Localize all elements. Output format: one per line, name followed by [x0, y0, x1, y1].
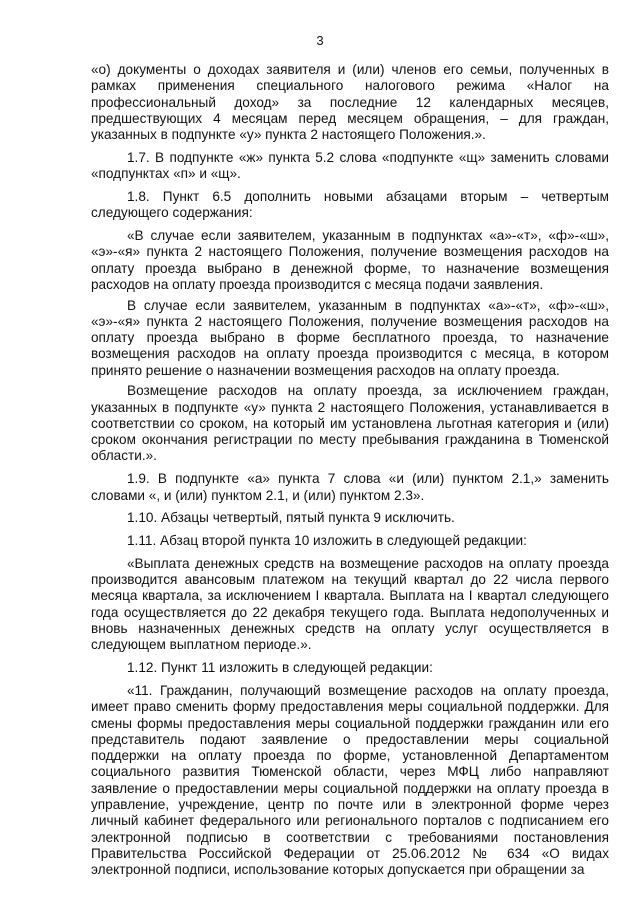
- paragraph-1-11: 1.11. Абзац второй пункта 10 изложить в следующей редакции:: [127, 533, 527, 549]
- paragraph-point-11: «11. Гражданин, получающий возмещение расходов на оплату проезда, имеет право сменить форму предоставления меры социальной поддержки. Для смены формы предоставления меры социальной поддержки гражданин или его представитель подают заявление о предоставлении меры социальной поддержки на оплату проезда по форме, установленной Департаментом социального развития Тюменской области, через МФЦ либо направляют заявление о предоставлении меры социальной поддержки на оплату проезда в управление, учреждение, центр по почте или в электронной форме через личный кабинет федерального или регионального порталов с подписанием его электронной подписью в соответствии с требованиями постановления Правительства Российской Федерации от 25.06.2012 № 634 «О видах электронной подписи, использование которых допускается при обращении за: [91, 682, 609, 878]
- paragraph-free-travel-form: В случае если заявителем, указанным в подпунктах «а»-«т», «ф»-«ш», «э»-«я» пункта 2 настоящего Положения, получение возмещения расходов на оплату проезда выбрано в форме бесплатного проезда, то назначение возмещения расходов на оплату проезда производится с месяца, в котором принято решение о назначении возмещения расходов на оплату проезда.: [91, 297, 609, 378]
- paragraph-1-8: 1.8. Пункт 6.5 дополнить новыми абзацами вторым – четвертым следующего содержания:: [91, 189, 609, 221]
- paragraph-cash-form: «В случае если заявителем, указанным в подпунктах «а»-«т», «ф»-«ш», «э»-«я» пункта 2 настоящего Положения, получение возмещения расходов на оплату проезда выбрано в денежной форме, то назначение возмещения расходов на оплату проезда производится с месяца подачи заявления.: [91, 228, 609, 293]
- paragraph-income-documents: «о) документы о доходах заявителя и (или) членов его семьи, полученных в рамках применения специального налогового режима «Налог на профессиональный доход» за последние 12 календарных месяцев, предшествующих 4 месяцам перед месяцем обращения, – для граждан, указанных в подпункте «у» пункта 2 настоящего Положения.».: [91, 62, 609, 143]
- document-body: [91, 62, 609, 883]
- paragraph-payment-schedule: «Выплата денежных средств на возмещение расходов на оплату проезда производится авансовым платежом на текущий квартал до 22 числа первого месяца квартала, за исключением I квартала. Выплата на I квартал следующего года осуществляется до 22 декабря текущего года. Выплата недополученных и вновь назначенных денежных средств на оплату услуг осуществляется в следующем выплатном периоде.».: [91, 555, 609, 653]
- paragraph-1-12: 1.12. Пункт 11 изложить в следующей редакции:: [127, 660, 433, 676]
- page-number: 3: [316, 33, 324, 48]
- paragraph-1-7: 1.7. В подпункте «ж» пункта 5.2 слова «подпункте «щ» заменить словами «подпунктах «п» и «щ».: [91, 149, 609, 182]
- paragraph-reimbursement-term: Возмещение расходов на оплату проезда, за исключением граждан, указанных в подпункте «у» пункта 2 настоящего Положения, устанавливается в соответствии со сроком, на который им установлена льготная категория и (или) сроком окончания регистрации по месту пребывания гражданина в Тюменской области.».: [91, 383, 609, 464]
- paragraph-1-10: 1.10. Абзацы четвертый, пятый пункта 9 исключить.: [127, 510, 455, 526]
- paragraph-1-9: 1.9. В подпункте «а» пункта 7 слова «и (или) пунктом 2.1,» заменить словами «, и (или) пунктом 2.1, и (или) пунктом 2.3».: [91, 471, 609, 503]
